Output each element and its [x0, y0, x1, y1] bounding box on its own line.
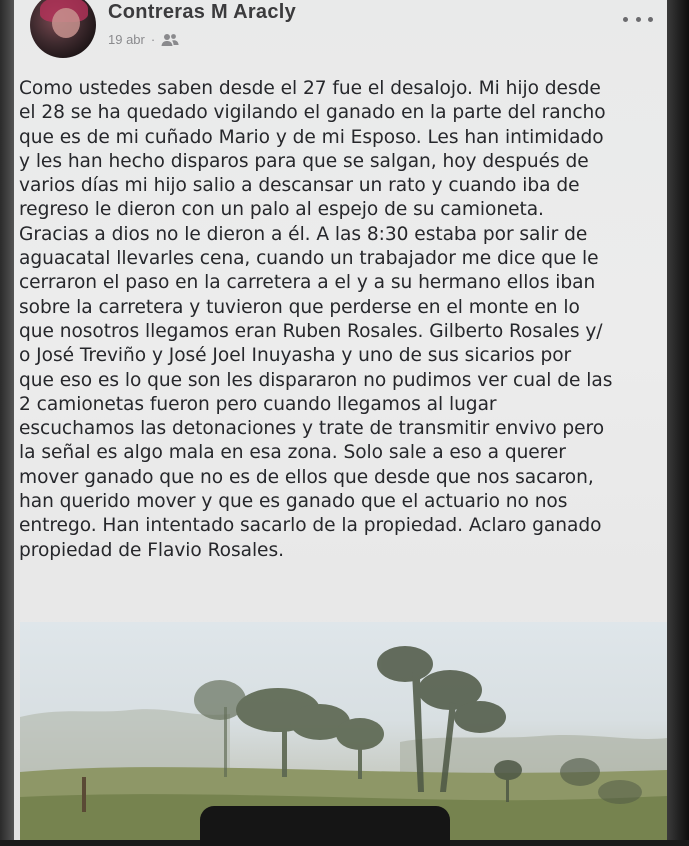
post-text-line: mover ganado que no es de ellos que desde que nos sacaron,	[19, 466, 594, 488]
post-text-line: Gracias a dios no le dieron a él. A las 8:30 estaba por salir de	[19, 223, 588, 245]
post-text-line: escuchamos las detonaciones y trate de transmitir envivo pero	[19, 418, 605, 440]
avatar[interactable]	[30, 0, 96, 58]
meta-separator: ·	[150, 32, 156, 47]
post-text-line: aguacatal llevarles cena, cuando un trabajador me dice que le	[19, 248, 599, 270]
post-text-line: la señal es algo mala en esa zona. Solo sale a eso a querer	[19, 442, 566, 464]
phone-bottom-edge	[200, 806, 450, 846]
phone-bezel-left	[0, 0, 14, 840]
post-text-line: o José Treviño y José Joel Inuyasha y uno de sus sicarios por	[19, 345, 572, 367]
phone-bezel-right	[667, 0, 689, 840]
post-text-line: entrego. Han intentado sacarlo de la propiedad. Aclaro ganado	[19, 515, 602, 537]
more-dot	[636, 17, 641, 22]
post-header	[12, 0, 667, 62]
post-text-line: y les han hecho disparos para que se salgan, hoy después de	[19, 150, 589, 172]
post-meta	[108, 32, 179, 47]
post-card	[12, 0, 667, 840]
post-text-line: propiedad de Flavio Rosales.	[19, 539, 284, 561]
more-dot	[648, 17, 653, 22]
more-dot	[623, 17, 628, 22]
post-text-line: 2 camionetas fueron pero cuando llegamos al lugar	[19, 393, 497, 415]
post-text-line: varios días mi hijo salio a descansar un rato y cuando iba de	[19, 175, 580, 197]
avatar-face	[52, 8, 80, 38]
post-text-line: que nosotros llegamos eran Ruben Rosales. Gilberto Rosales y/	[19, 320, 603, 342]
post-date[interactable]: 19 abr	[108, 32, 145, 47]
post-text-line: cerraron el paso en la carretera a el y a su hermano ellos iban	[19, 272, 596, 294]
friends-icon	[161, 33, 179, 47]
author-name[interactable]: Contreras M Aracly	[108, 1, 297, 23]
post-body-text	[19, 77, 659, 563]
post-text-line: sobre la carretera y tuvieron que perderse en el monte en lo	[19, 296, 580, 318]
post-text-line: que es de mi cuñado Mario y de mi Esposo. Les han intimidado	[19, 126, 604, 148]
post-text-line: que eso es lo que son les dispararon no pudimos ver cual de las	[19, 369, 613, 391]
post-text-line: han querido mover y que es ganado que el actuario no nos	[19, 491, 568, 513]
post-text-line: regreso le dieron con un palo al espejo de su camioneta.	[19, 199, 544, 221]
post-text-line: Como ustedes saben desde el 27 fue el desalojo. Mi hijo desde	[19, 78, 601, 99]
post-text-line: el 28 se ha quedado vigilando el ganado en la parte del rancho	[19, 102, 606, 124]
more-options-icon[interactable]	[623, 10, 653, 28]
